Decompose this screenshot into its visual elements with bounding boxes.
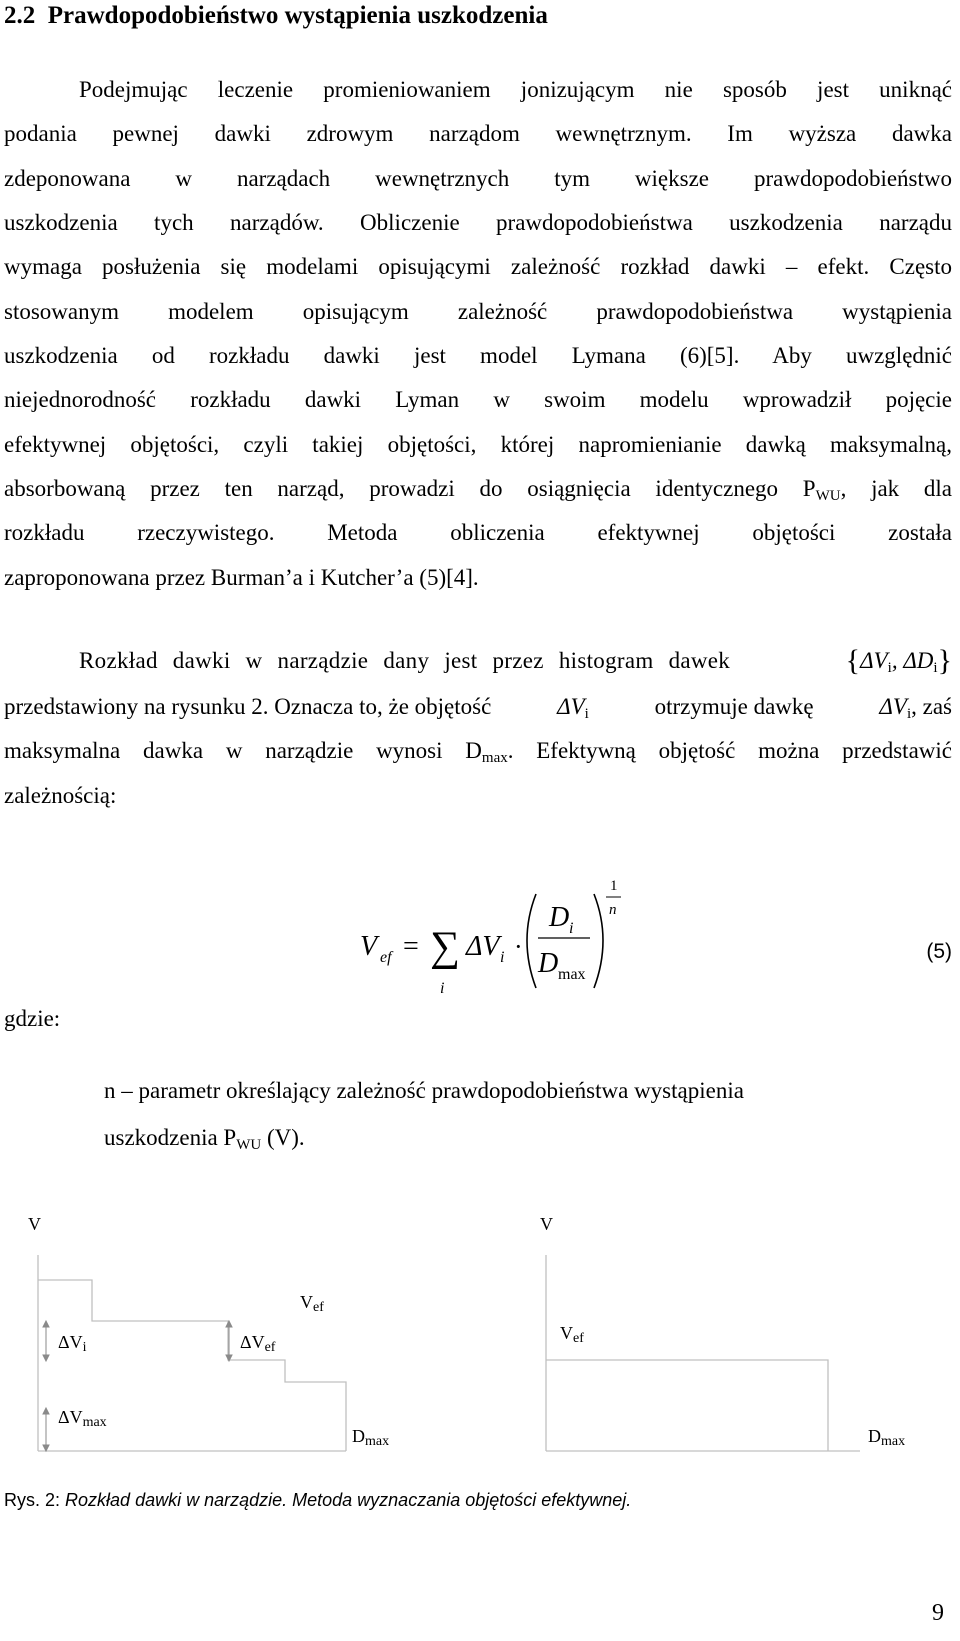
- figure-caption: [4, 1490, 631, 1511]
- right-effective-volume-box: [546, 1360, 828, 1451]
- para1-line12: zaproponowana przez Burman’a i Kutcher’a (5)[4].: [4, 565, 479, 590]
- formula-lhs: V: [360, 931, 378, 962]
- page-number: 9: [932, 1600, 944, 1626]
- para1-line2: podania pewnej dawki zdrowym narządom wewnętrznym. Im wyższa dawka: [4, 121, 952, 146]
- right-dmax-label: Dmax: [868, 1426, 906, 1449]
- formula-denominator-sub: max: [558, 966, 586, 983]
- formula-sum: ∑: [430, 924, 460, 970]
- dose-histogram-set: {$\Delta V_i$, $\Delta D_i$}: [845, 644, 952, 677]
- para1-line3: zdeponowana w narządach wewnętrznych tym większe prawdopodobieństwo: [4, 166, 952, 191]
- para1-line8: niejednorodność rozkładu dawki Lyman w swoim modelu wprowadził pojęcie: [4, 387, 952, 412]
- formula-numerator: D: [549, 902, 570, 933]
- left-dvi-label: ΔVi: [58, 1332, 87, 1355]
- para1-line9: efektywnej objętości, czyli takiej objętości, której napromienianie dawką maksymalną,: [4, 432, 952, 457]
- formula-numerator-sub: i: [569, 920, 574, 937]
- left-dvmax-label: ΔVmax: [58, 1407, 107, 1430]
- section-heading: [4, 2, 548, 30]
- section-title: Prawdopodobieństwo wystąpienia uszkodzenia: [47, 2, 548, 29]
- where-line1: n – parametr określający zależność prawdopodobieństwa wystąpienia: [104, 1078, 744, 1103]
- formula-term-sub: i: [500, 949, 505, 966]
- para2-line1: Rozkład dawki w narządzie dany jest przez histogram dawek {$\Delta V_i$, $\Delta D_i$}: [79, 648, 952, 681]
- para1-line6: stosowanym modelem opisującym zależność prawdopodobieństwa wystąpienia: [4, 299, 952, 324]
- para2-line2: przedstawiony na rysunku 2. Oznacza to, że objętość $\Delta V_i$ otrzymuje dawkę $\Delta V_i$, zaś: [4, 694, 952, 722]
- section-number: 2.2: [4, 2, 36, 29]
- caption-prefix: Rys. 2:: [4, 1490, 61, 1510]
- left-dmax-label: Dmax: [352, 1426, 390, 1449]
- caption-text: Rozkład dawki w narządzie. Metoda wyznaczania objętości efektywnej.: [65, 1490, 632, 1510]
- right-y-axis-label: V: [540, 1214, 553, 1234]
- where-line2: uszkodzenia $P_{WU}$ (V).: [104, 1125, 305, 1153]
- formula-exp-den: n: [609, 902, 617, 918]
- equation-number: (5): [926, 940, 952, 963]
- para1-line10: absorbowaną przez ten narząd, prowadzi do osiągnięcia identycznego $P_{WU}$, jak dla: [4, 476, 952, 504]
- para1-line7: uszkodzenia od rozkładu dawki jest model Lymana (6)[5]. Aby uwzględnić: [4, 343, 952, 368]
- para1-line11: rozkładu rzeczywistego. Metoda obliczenia efektywnej objętości została: [4, 520, 952, 545]
- formula-denominator: D: [538, 948, 559, 979]
- left-vef-label: Vef: [300, 1292, 324, 1315]
- para2-line3: maksymalna dawka w narządzie wynosi $D_{max}$. Efektywną objętość można przedstawić: [4, 738, 952, 766]
- left-dvef-label: ΔVef: [240, 1332, 276, 1355]
- dose-distribution-figure: [0, 1200, 960, 1480]
- where-label: gdzie:: [4, 1006, 61, 1031]
- left-y-axis-label: V: [28, 1214, 41, 1234]
- right-effective-panel: [546, 1255, 860, 1451]
- formula-exp-num: 1: [610, 880, 618, 894]
- effective-volume-formula: [0, 880, 960, 1000]
- para2-line4: zależnością:: [4, 783, 117, 808]
- para1-line4: uszkodzenia tych narządów. Obliczenie prawdopodobieństwa uszkodzenia narządu: [4, 210, 952, 235]
- formula-term: ΔV: [466, 931, 500, 962]
- formula-equals: =: [403, 931, 419, 962]
- para1-line5: wymaga posłużenia się modelami opisującymi zależność rozkład dawki – efekt. Często: [4, 254, 952, 279]
- formula-left-paren: [527, 894, 536, 988]
- formula-sum-index: i: [440, 980, 445, 997]
- formula-lhs-sub: ef: [380, 949, 392, 966]
- formula-dot: ·: [514, 932, 523, 961]
- para1-line1: Podejmując leczenie promieniowaniem jonizującym nie sposób jest uniknąć: [79, 77, 952, 102]
- formula-right-paren: [594, 894, 603, 988]
- right-vef-label: Vef: [560, 1323, 584, 1346]
